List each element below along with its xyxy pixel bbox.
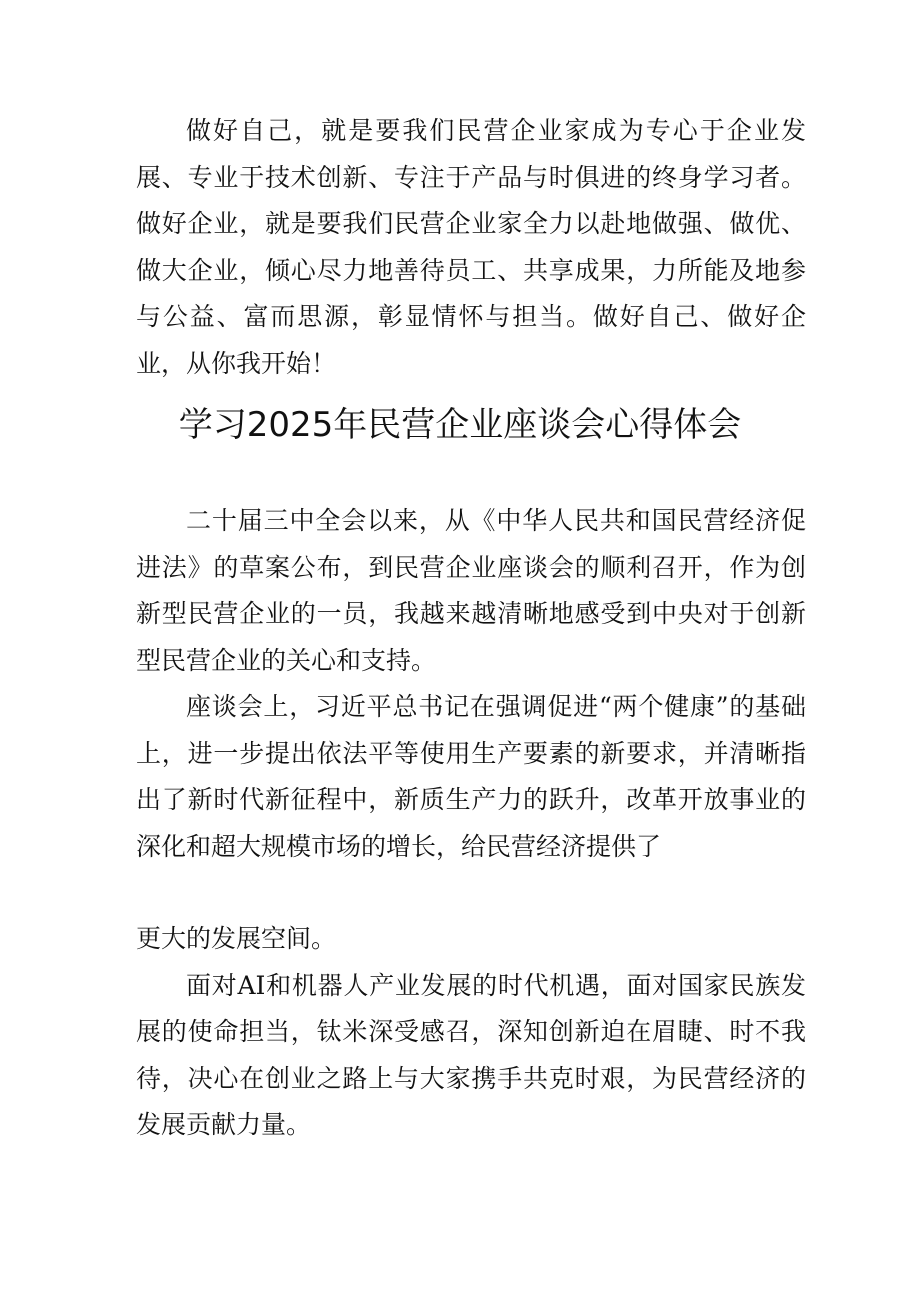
- body-text-block-1: [136, 498, 806, 870]
- intro-text-block: [136, 108, 806, 387]
- body-text-block-2: [136, 916, 806, 1149]
- body-paragraph-2: 座谈会上，习近平总书记在强调促进“两个健康”的基础上，进一步提出依法平等使用生产要素的新要求，并清晰指出了新时代新征程中，新质生产力的跃升，改革开放事业的深化和超大规模市场的增长，给民营经济提供了: [136, 692, 806, 861]
- body-paragraph-1: 二十届三中全会以来，从《中华人民共和国民营经济促进法》的草案公布，到民营企业座谈会的顺利召开，作为创新型民营企业的一员，我越来越清晰地感受到中央对于创新型民营企业的关心和支持。: [136, 506, 806, 675]
- body-paragraph-3: 更大的发展空间。: [136, 924, 337, 953]
- body-paragraph-4: 面对AI和机器人产业发展的时代机遇，面对国家民族发展的使命担当，钛米深受感召，深知创新迫在眉睫、时不我待，决心在创业之路上与大家携手共克时艰，为民营经济的发展贡献力量。: [136, 970, 806, 1139]
- document-title: 学习2025年民营企业座谈会心得体会: [178, 405, 742, 445]
- intro-paragraph: 做好自己，就是要我们民营企业家成为专心于企业发展、专业于技术创新、专注于产品与时俱进的终身学习者。做好企业，就是要我们民营企业家全力以赴地做强、做优、做大企业，倾心尽力地善待员工、共享成果，力所能及地参与公益、富而思源，彰显情怀与担当。做好自己、做好企业，从你我开始！: [136, 116, 806, 378]
